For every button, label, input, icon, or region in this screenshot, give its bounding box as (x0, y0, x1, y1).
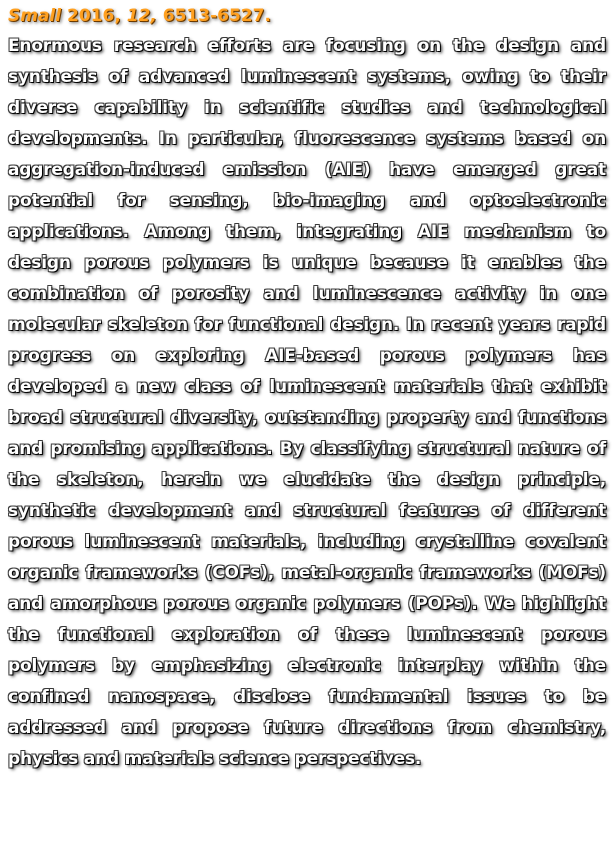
citation-year: 2016, (67, 6, 121, 26)
citation-volume: 12, (126, 6, 157, 26)
journal-name: Small (8, 6, 62, 26)
abstract-text: Enormous research efforts are focusing on the design and synthesis of advanced luminescent systems, owing to their diverse capability in scientific studies and technological developments. In particular, fluorescence systems based on aggregation-induced emission (AIE) have emerged great potential for sensing, bio-imaging and optoelectronic applications. Among them, integrating AIE mechanism to design porous polymers is unique because it enables the combination of porosity and luminescence activity in one molecular skeleton for functional design. In recent years rapid progress on exploring AIE-based porous polymers has developed a new class of luminescent materials that exhibit broad structural diversity, outstanding property and functions and promising applications. By classifying structural nature of the skeleton, herein we elucidate the design principle, synthetic development and structural features of different porous luminescent materials, including crystalline covalent organic frameworks (COFs), metal-organic frameworks (MOFs) and amorphous porous organic polymers (POPs). We highlight the functional exploration of these luminescent porous polymers by emphasizing electronic interplay within the confined nanospace, disclose fundamental issues to be addressed and propose future directions from chemistry, physics and materials science perspectives. (8, 36, 606, 769)
citation (8, 6, 606, 27)
citation-pages: 6513-6527. (162, 6, 271, 26)
